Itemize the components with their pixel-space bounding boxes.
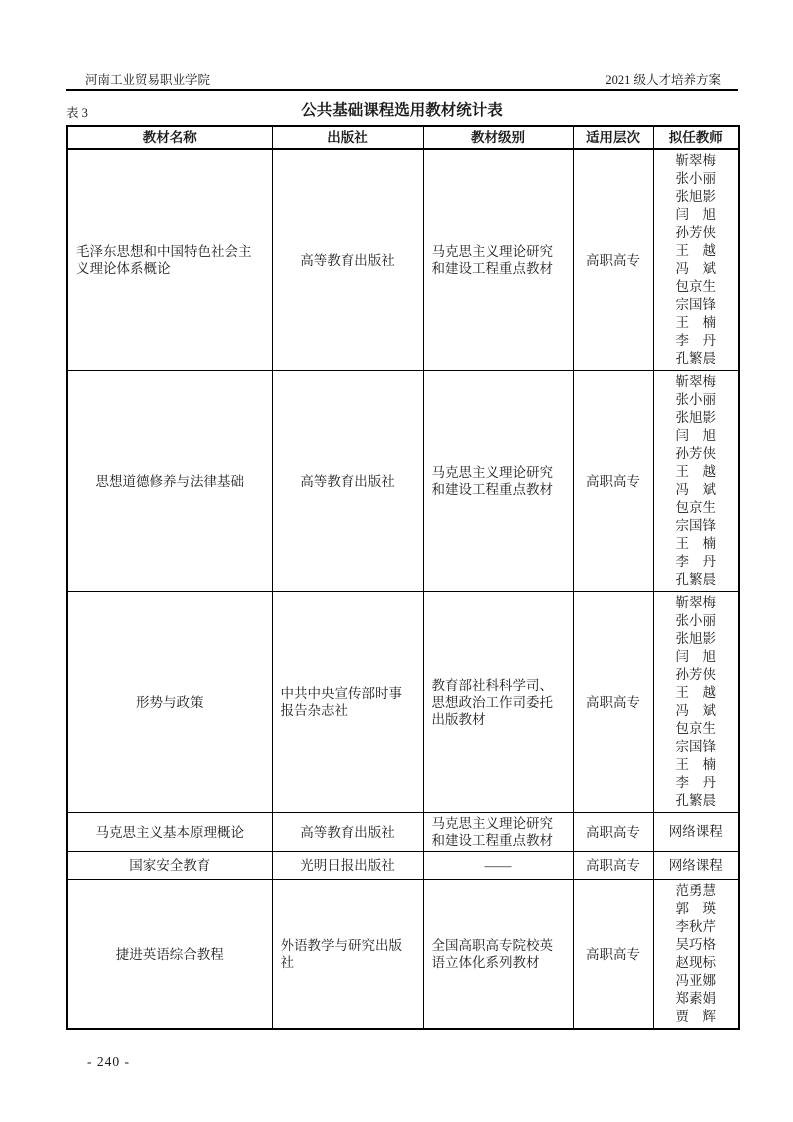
column-header: 适用层次 xyxy=(573,126,653,149)
teacher-name: 宗国锋 xyxy=(675,518,716,533)
cell-publisher: 外语教学与研究出版社 xyxy=(272,880,423,1030)
teacher-name: 孔繁晨 xyxy=(675,351,716,366)
table-row xyxy=(67,592,739,813)
teacher-name: 张旭影 xyxy=(675,410,716,425)
page-title: 公共基础课程选用教材统计表 xyxy=(301,102,503,119)
running-header xyxy=(66,0,738,87)
cell-material-name: 马克思主义基本原理概论 xyxy=(67,813,272,852)
cell-level: —— xyxy=(423,852,573,880)
cell-level: 马克思主义理论研究和建设工程重点教材 xyxy=(423,813,573,852)
teacher-name: 李秋芹 xyxy=(675,919,716,934)
teacher-name: 王 越 xyxy=(675,243,716,258)
table-row xyxy=(67,813,739,852)
column-header: 出版社 xyxy=(272,126,423,149)
teacher-name: 冯 斌 xyxy=(675,261,716,276)
cell-applicable-level: 高职高专 xyxy=(573,149,653,371)
header-plan-name: 2021 级人才培养方案 xyxy=(605,73,721,87)
teacher-name: 靳翠梅 xyxy=(675,153,716,168)
teacher-name: 王 楠 xyxy=(675,315,716,330)
teacher-name: 孙芳侠 xyxy=(675,225,716,240)
cell-level: 马克思主义理论研究和建设工程重点教材 xyxy=(423,149,573,371)
cell-teachers xyxy=(653,592,739,813)
cell-publisher: 高等教育出版社 xyxy=(272,813,423,852)
table-row xyxy=(67,371,739,592)
cell-publisher: 光明日报出版社 xyxy=(272,852,423,880)
cell-material-name: 形势与政策 xyxy=(67,592,272,813)
cell-level: 全国高职高专院校英语立体化系列教材 xyxy=(423,880,573,1030)
table-row xyxy=(67,852,739,880)
table-label: 表 3 xyxy=(66,106,88,120)
cell-publisher: 中共中央宣传部时事报告杂志社 xyxy=(272,592,423,813)
column-header: 教材名称 xyxy=(67,126,272,149)
cell-teachers xyxy=(653,149,739,371)
teacher-name: 包京生 xyxy=(675,500,716,515)
teacher-name: 包京生 xyxy=(675,279,716,294)
teacher-name: 冯亚娜 xyxy=(675,973,716,988)
teacher-name: 张小丽 xyxy=(675,613,716,628)
column-header: 教材级别 xyxy=(423,126,573,149)
teacher-name: 闫 旭 xyxy=(675,649,716,664)
teacher-name: 贾 辉 xyxy=(675,1009,716,1024)
table-row xyxy=(67,880,739,1030)
caption-row xyxy=(66,100,738,122)
materials-table xyxy=(66,125,740,1030)
teacher-name: 网络课程 xyxy=(668,857,723,873)
cell-applicable-level: 高职高专 xyxy=(573,371,653,592)
teacher-name: 孔繁晨 xyxy=(675,793,716,808)
cell-material-name: 国家安全教育 xyxy=(67,852,272,880)
header-school-name: 河南工业贸易职业学院 xyxy=(85,73,211,87)
column-header: 拟任教师 xyxy=(653,126,739,149)
teacher-name: 王 楠 xyxy=(675,757,716,772)
teacher-name: 李 丹 xyxy=(675,333,716,348)
document-page xyxy=(66,0,738,1070)
teacher-name: 王 楠 xyxy=(675,536,716,551)
cell-level: 教育部社科科学司、思想政治工作司委托出版教材 xyxy=(423,592,573,813)
teacher-name: 郑素娟 xyxy=(675,991,716,1006)
teacher-name: 李 丹 xyxy=(675,554,716,569)
cell-applicable-level: 高职高专 xyxy=(573,880,653,1030)
cell-publisher: 高等教育出版社 xyxy=(272,371,423,592)
teacher-name: 李 丹 xyxy=(675,775,716,790)
teacher-name: 张旭影 xyxy=(675,189,716,204)
teacher-name: 包京生 xyxy=(675,721,716,736)
teacher-name: 宗国锋 xyxy=(675,739,716,754)
cell-level: 马克思主义理论研究和建设工程重点教材 xyxy=(423,371,573,592)
teacher-name: 闫 旭 xyxy=(675,428,716,443)
teacher-name: 范勇慧 xyxy=(675,883,716,898)
teacher-name: 张旭影 xyxy=(675,631,716,646)
cell-teachers xyxy=(653,880,739,1030)
table-row xyxy=(67,149,739,371)
teacher-name: 王 越 xyxy=(675,464,716,479)
cell-material-name: 毛泽东思想和中国特色社会主义理论体系概论 xyxy=(67,149,272,371)
cell-applicable-level: 高职高专 xyxy=(573,813,653,852)
cell-teachers xyxy=(653,813,739,852)
teacher-name: 孙芳侠 xyxy=(675,446,716,461)
teacher-name: 冯 斌 xyxy=(675,703,716,718)
cell-publisher: 高等教育出版社 xyxy=(272,149,423,371)
teacher-name: 孔繁晨 xyxy=(675,572,716,587)
cell-material-name: 思想道德修养与法律基础 xyxy=(67,371,272,592)
teacher-name: 宗国锋 xyxy=(675,297,716,312)
teacher-name: 闫 旭 xyxy=(675,207,716,222)
cell-material-name: 捷进英语综合教程 xyxy=(67,880,272,1030)
teacher-name: 孙芳侠 xyxy=(675,667,716,682)
header-rule xyxy=(66,89,738,91)
teacher-name: 网络课程 xyxy=(668,824,723,839)
cell-applicable-level: 高职高专 xyxy=(573,852,653,880)
teacher-name: 吴巧格 xyxy=(675,937,716,952)
teacher-name: 靳翠梅 xyxy=(675,374,716,389)
teacher-name: 冯 斌 xyxy=(675,482,716,497)
teacher-name: 靳翠梅 xyxy=(675,595,716,610)
teacher-name: 张小丽 xyxy=(675,392,716,407)
cell-teachers xyxy=(653,371,739,592)
table-header-row xyxy=(67,126,739,149)
teacher-name: 张小丽 xyxy=(675,171,716,186)
cell-applicable-level: 高职高专 xyxy=(573,592,653,813)
teacher-name: 赵现标 xyxy=(675,955,716,970)
teacher-name: 王 越 xyxy=(675,685,716,700)
page-number: - 240 - xyxy=(87,1054,130,1069)
cell-teachers xyxy=(653,852,739,880)
teacher-name: 郭 瑛 xyxy=(675,901,716,916)
